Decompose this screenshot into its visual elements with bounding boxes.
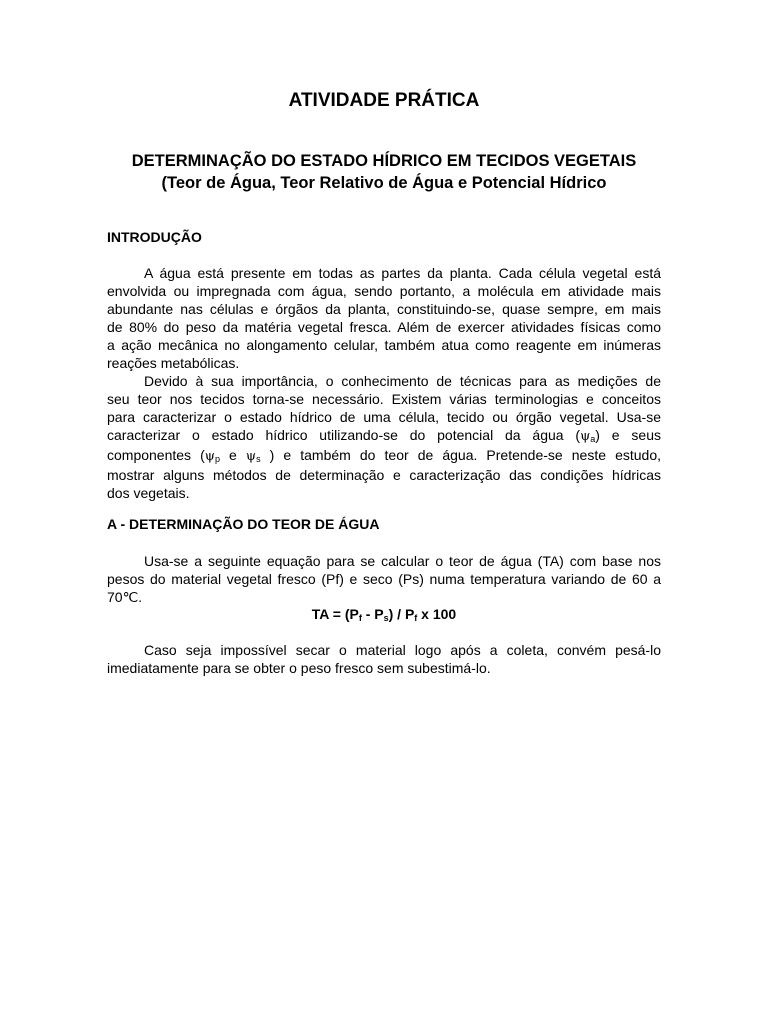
- equation-fragment: TA = (P: [311, 606, 359, 622]
- subscript-s: s: [383, 613, 389, 623]
- text-line: seu teor nos tecidos torna-se necessário. Existem várias terminologias e conceitos: [107, 391, 661, 407]
- text-line: dos vegetais.: [107, 485, 190, 501]
- intro-paragraph-1: [107, 264, 661, 372]
- text-line: reações metabólicas.: [107, 355, 240, 371]
- subscript-f: f: [358, 613, 362, 623]
- equation-fragment: x 100: [417, 606, 457, 622]
- psi-symbol: ψ: [580, 429, 591, 444]
- text-line: [107, 426, 661, 446]
- intro-paragraph-2: [107, 372, 661, 502]
- document-subtitle: [107, 150, 661, 194]
- document-title: ATIVIDADE PRÁTICA: [288, 90, 480, 111]
- section-a-paragraph-2: [107, 641, 661, 677]
- text-fragment: ) e também do teor de água. Pretende-se neste estudo,: [260, 447, 661, 463]
- text-line: Caso seja impossível secar o material logo após a coleta, convém pesá-lo: [144, 642, 661, 658]
- text-line: 70℃.: [107, 589, 143, 605]
- subscript-s: s: [256, 454, 261, 464]
- text-line: Usa-se a seguinte equação para se calcular o teor de água (TA) com base nos: [144, 553, 661, 569]
- text-line: pesos do material vegetal fresco (Pf) e seco (Ps) numa temperatura variando de 60 a: [107, 571, 661, 587]
- text-line: a ação mecânica no alongamento celular, também atua como reagente em inúmeras: [107, 337, 661, 353]
- equation-fragment: ) / P: [388, 606, 415, 622]
- intro-heading: INTRODUÇÃO: [107, 229, 202, 245]
- psi-symbol: ψ: [245, 449, 257, 464]
- text-line: A água está presente em todas as partes da planta. Cada célula vegetal está: [144, 265, 661, 281]
- text-fragment: e: [220, 447, 246, 463]
- text-line: imediatamente para se obter o peso fresco sem subestimá-lo.: [107, 660, 491, 676]
- subtitle-line-2: (Teor de Água, Teor Relativo de Água e Potencial Hídrico: [161, 174, 607, 192]
- text-fragment: caracterizar o estado hídrico utilizando-se do potencial da água (: [107, 427, 581, 443]
- subscript-p: p: [214, 454, 220, 464]
- text-line: para caracterizar o estado hídrico de uma célula, tecido ou órgão vegetal. Usa-se: [107, 409, 661, 425]
- text-line: Devido à sua importância, o conhecimento de técnicas para as medições de: [144, 373, 661, 389]
- text-line: de 80% do peso da matéria vegetal fresca. Além de exercer atividades físicas como: [107, 319, 661, 335]
- text-fragment: componentes (: [107, 447, 205, 463]
- section-a-paragraph-1: [107, 552, 661, 606]
- text-line: envolvida ou impregnada com água, sendo portanto, a molécula em atividade mais: [107, 283, 661, 299]
- text-line: [107, 446, 661, 466]
- psi-symbol: ψ: [204, 449, 215, 464]
- subscript-a: a: [590, 434, 596, 444]
- text-line: abundante nas células e órgãos da planta, constituindo-se, quase sempre, em mais: [107, 301, 661, 317]
- equation-fragment: - P: [361, 606, 384, 622]
- text-fragment: ) e seus: [595, 427, 661, 443]
- section-a-heading: A - DETERMINAÇÃO DO TEOR DE ÁGUA: [107, 516, 380, 532]
- water-content-equation: [107, 605, 661, 623]
- subscript-f: f: [414, 613, 418, 623]
- text-line: mostrar alguns métodos de determinação e caracterização das condições hídricas: [107, 467, 661, 483]
- subtitle-line-1: DETERMINAÇÃO DO ESTADO HÍDRICO EM TECIDOS VEGETAIS: [131, 152, 637, 170]
